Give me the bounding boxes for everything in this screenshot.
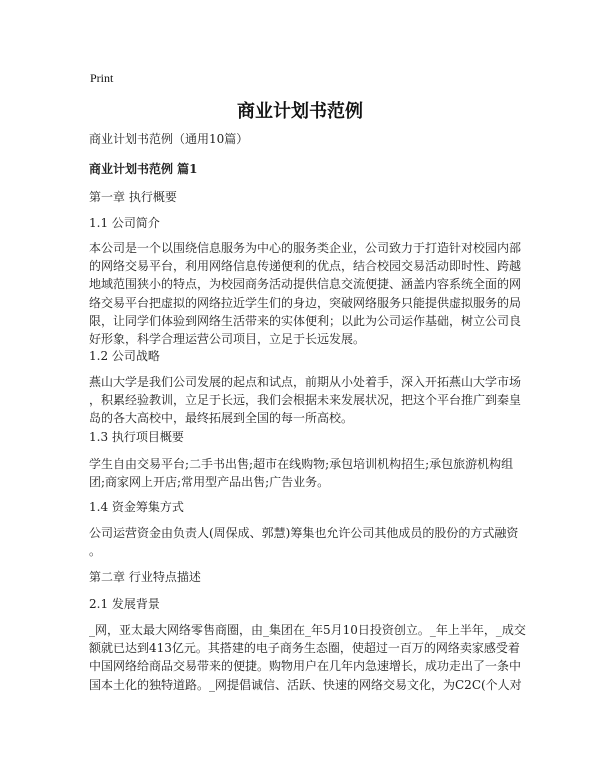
chapter-1-heading: 第一章 执行概要 — [89, 190, 177, 204]
text-line: 好形象，科学合理运营公司项目，立足于长远发展。 — [89, 332, 366, 347]
document-subtitle: 商业计划书范例（通用10篇） — [89, 132, 249, 146]
paragraph-funding — [89, 524, 519, 560]
text-line: 络交易平台把虚拟的网络拉近学生们的身边，突破网络服务只能提供虚拟服务的局 — [89, 295, 522, 310]
paragraph-project-summary — [89, 455, 519, 491]
text-line: 额就已达到413亿元。其搭建的电子商务生态圈，使超过一百万的网络卖家感受着 — [89, 641, 520, 656]
text-line: _网，亚太最大网络零售商圈，由_集团在_年5月10日投资创立。_年上半年，_成交 — [89, 623, 526, 637]
text-line: 的网络交易平台，利用网络信息传递便利的优点，结合校园交易活动即时性、跨越 — [89, 259, 522, 274]
text-line: 国本土化的独特道路。_网提倡诚信、活跃、快速的网络交易文化，为C2C(个人对 — [89, 677, 522, 692]
text-line: 学生自由交易平台;二手书出售;超市在线购物;承包培训机构招生;承包旅游机构组 — [89, 457, 514, 471]
section-1-4-heading: 1.4 资金筹集方式 — [89, 500, 184, 514]
text-line: 公司运营资金由负责人(周保成、郭慧)筹集也允许公司其他成员的股份的方式融资 — [89, 526, 519, 540]
section-heading: 商业计划书范例 篇1 — [89, 162, 198, 176]
text-line: 岛的各大高校中，最终拓展到全国的每一所高校。 — [89, 411, 354, 426]
text-line: ，积累经验教训，立足于长远，我们会根据未来发展状况，把这个平台推广到秦皇 — [89, 393, 522, 408]
text-line: 中国网络给商品交易带来的便捷。购物用户在几年内急速增长，成功走出了一条中 — [89, 659, 522, 674]
chapter-2-heading: 第二章 行业特点描述 — [89, 570, 201, 584]
section-1-1-heading: 1.1 公司简介 — [89, 216, 160, 230]
section-1-2-heading: 1.2 公司战略 — [89, 349, 160, 363]
paragraph-company-intro — [89, 239, 522, 348]
text-line: 团;商家网上开店;常用型产品出售;广告业务。 — [89, 475, 330, 490]
section-1-3-heading: 1.3 执行项目概要 — [89, 430, 184, 444]
print-link[interactable]: Print — [90, 71, 114, 85]
text-line: 限，让同学们体验到网络生活带来的实体便利；以此为公司运作基础，树立公司良 — [89, 313, 522, 328]
text-line: 本公司是一个以围绕信息服务为中心的服务类企业，公司致力于打造针对校园内部 — [89, 241, 522, 255]
page-title: 商业计划书范例 — [237, 101, 363, 122]
section-2-1-heading: 2.1 发展背景 — [89, 597, 160, 611]
paragraph-company-strategy — [89, 373, 522, 428]
text-line: 。 — [89, 544, 102, 559]
text-line: 地域范围狭小的特点，为校园商务活动提供信息交流便捷、涵盖内容系统全面的网 — [89, 277, 522, 292]
text-line: 燕山大学是我们公司发展的起点和试点，前期从小处着手，深入开拓燕山大学市场 — [89, 375, 522, 389]
paragraph-background — [89, 621, 526, 694]
